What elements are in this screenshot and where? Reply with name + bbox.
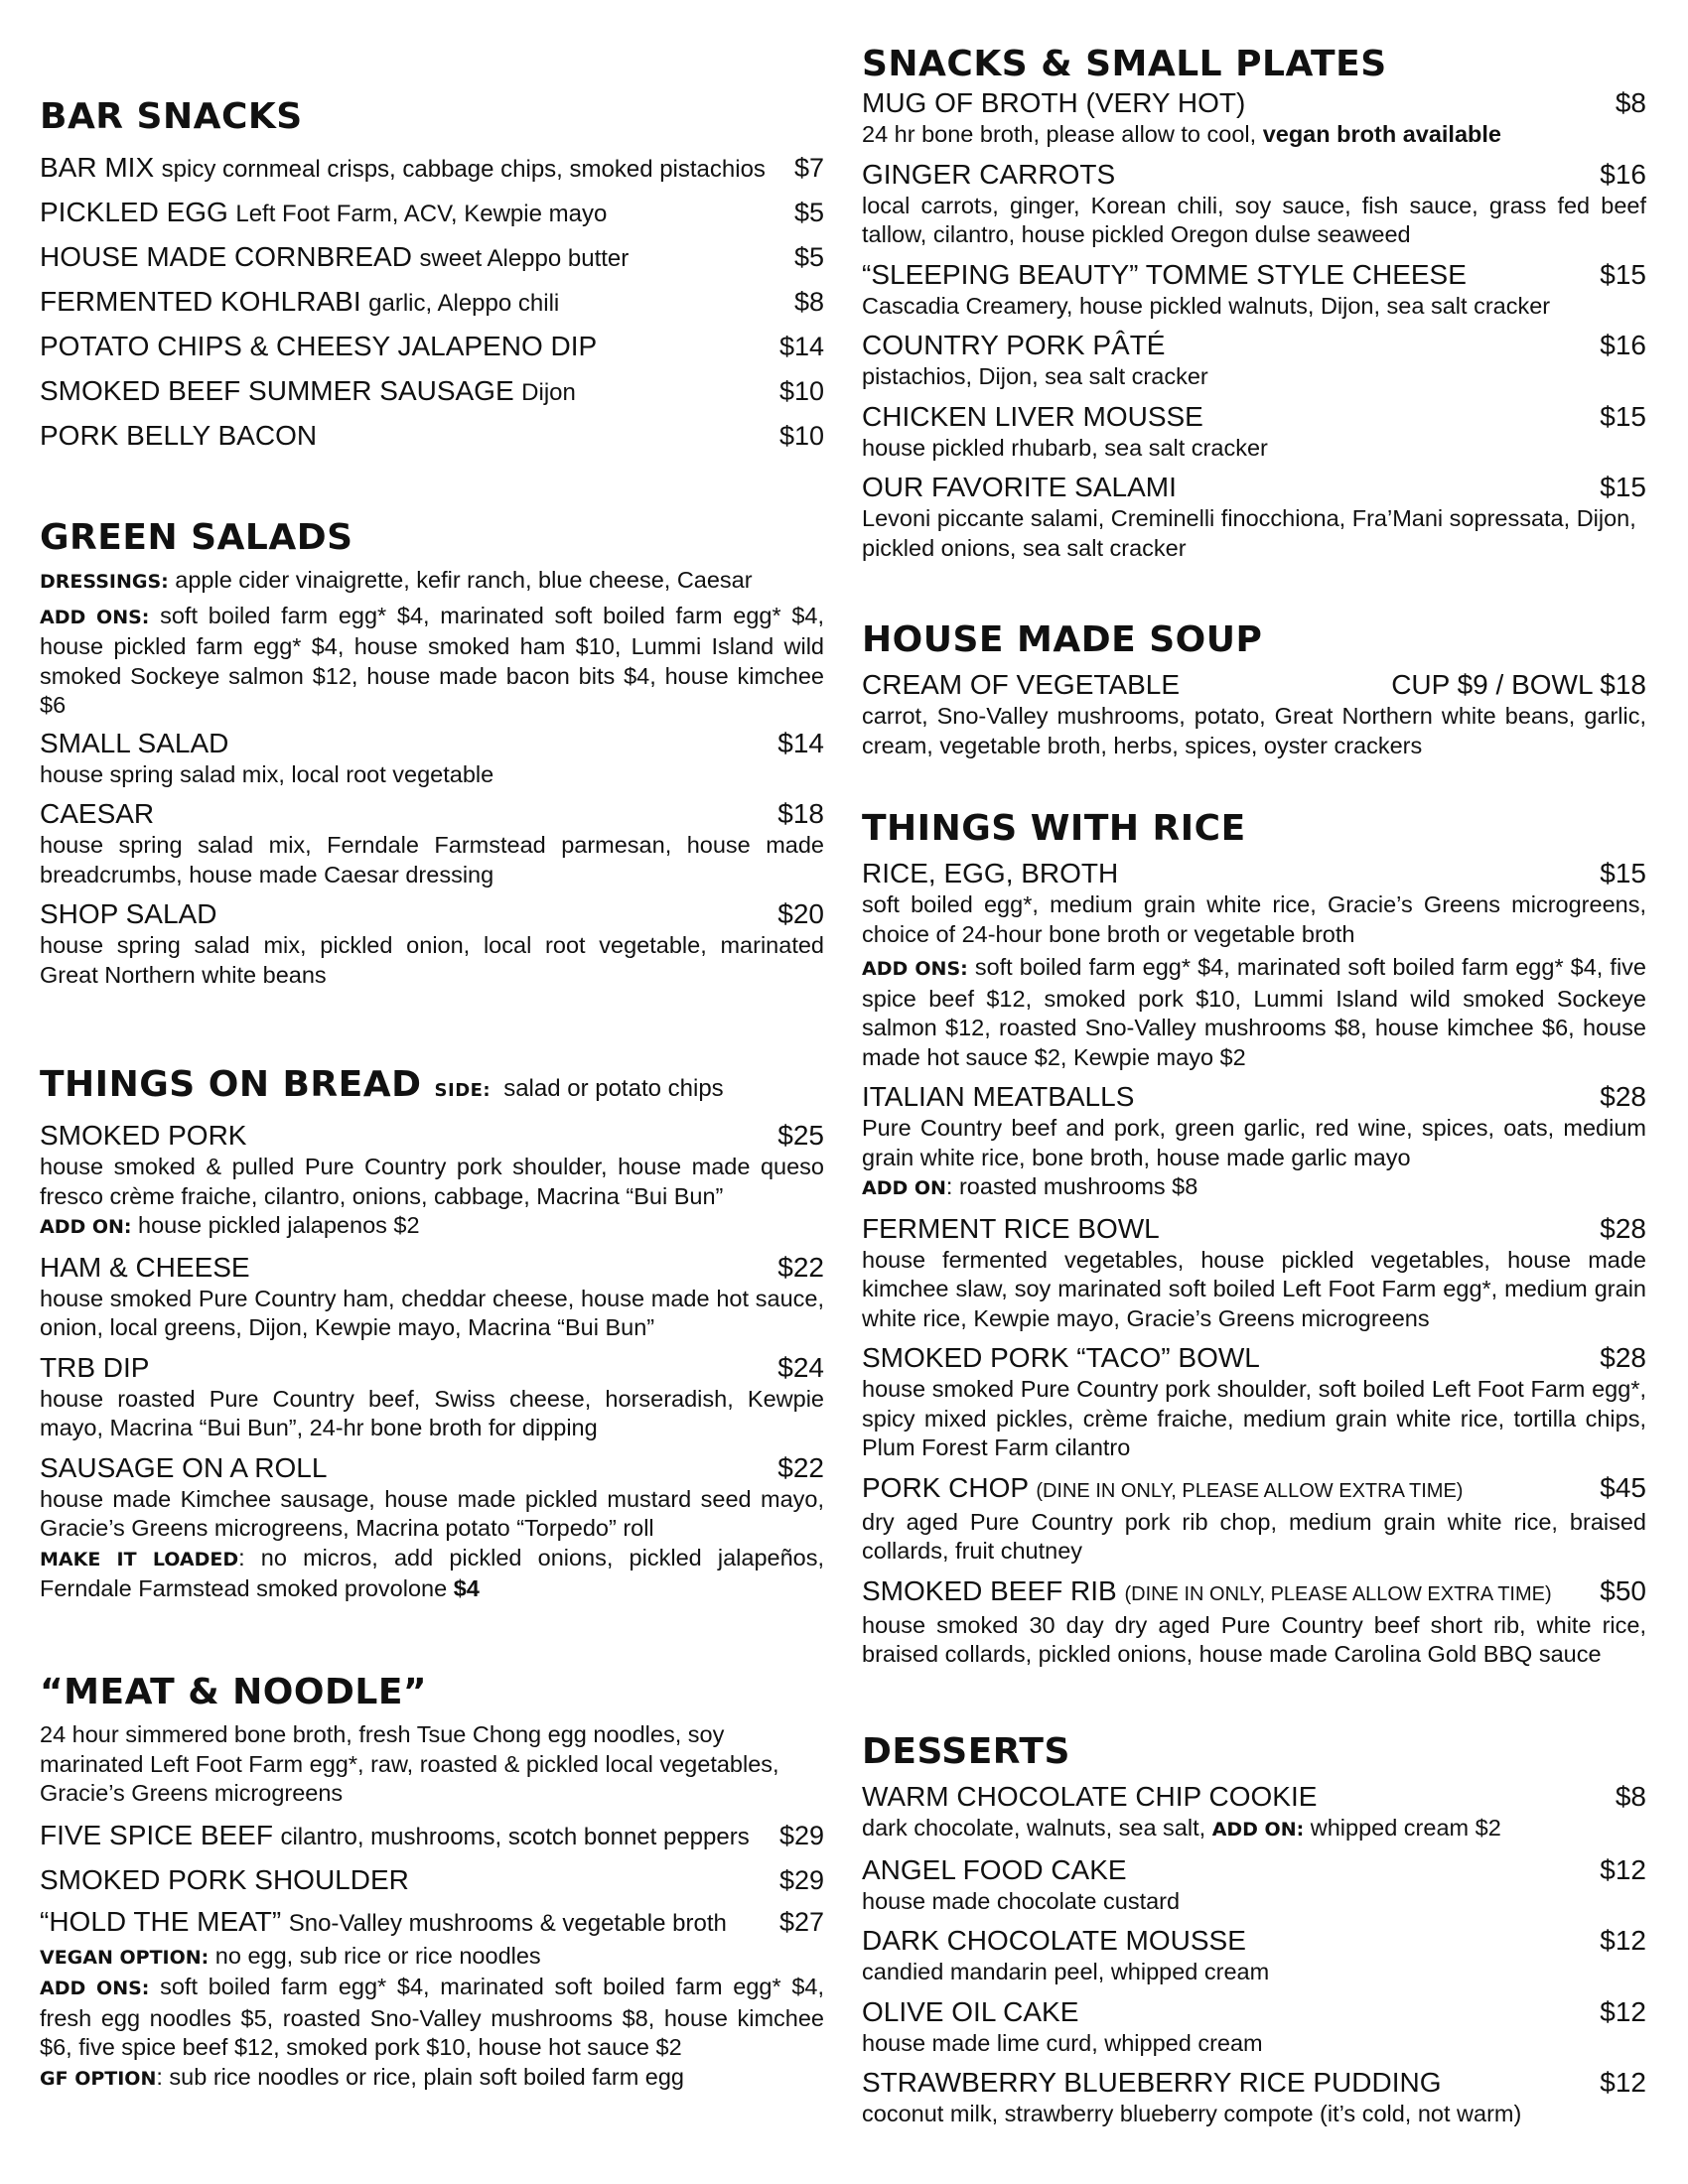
item-name: SHOP SALAD <box>40 898 217 929</box>
addon-label: ADD ON: <box>40 1216 132 1238</box>
item-note: (DINE IN ONLY, PLEASE ALLOW EXTRA TIME) <box>1036 1479 1464 1502</box>
menu-item <box>40 1902 824 1942</box>
menu-item <box>40 324 824 368</box>
item-name: “SLEEPING BEAUTY” TOMME STYLE CHEESE <box>862 258 1467 290</box>
desserts-section <box>862 1732 1646 2137</box>
item-desc: dry aged Pure Country pork rib chop, medium grain white rice, braised collards, fruit chutney <box>862 1508 1646 1564</box>
item-desc: soft boiled egg*, medium grain white rice, Gracie’s Greens microgreens, choice of 24-hour bone broth or vegetable broth <box>862 891 1646 947</box>
dressings-label: DRESSINGS: <box>40 571 169 593</box>
item-desc: house smoked 30 day dry aged Pure Country beef short rib, white rice, braised collards, pickled onions, house made Carolina Gold BBQ sauce <box>862 1611 1646 1667</box>
item-desc: house pickled rhubarb, sea salt cracker <box>862 434 1268 461</box>
item-name: TRB DIP <box>40 1351 150 1383</box>
item-price: $12 <box>1600 2067 1646 2098</box>
item-price: $16 <box>1600 158 1646 190</box>
item-price: $29 <box>778 1820 824 1850</box>
item-addon <box>40 1211 824 1243</box>
menu-item <box>862 857 1646 1072</box>
item-price: $15 <box>1600 258 1646 290</box>
item-name: MUG OF BROTH (VERY HOT) <box>862 87 1246 118</box>
bar-snacks-section <box>40 97 824 458</box>
item-name: HAM & CHEESE <box>40 1251 250 1283</box>
menu-item <box>862 1080 1646 1204</box>
menu-item <box>862 1780 1646 1845</box>
vegan-option <box>40 1942 824 1974</box>
item-desc: Cascadia Creamery, house pickled walnuts, Dijon, sea salt cracker <box>862 292 1551 319</box>
side-text: salad or potato chips <box>503 1075 724 1102</box>
menu-item <box>862 1471 1646 1567</box>
section-title: HOUSE MADE SOUP <box>862 619 1263 660</box>
item-desc: house smoked & pulled Pure Country pork shoulder, house made queso fresco crème fraiche, cilantro, onions, cabbage, Macrina “Bui Bun” <box>40 1154 824 1209</box>
menu-item <box>40 797 824 889</box>
item-price: $12 <box>1600 1995 1646 2027</box>
item-name: OLIVE OIL CAKE <box>862 1995 1079 2027</box>
menu-item <box>40 1351 824 1443</box>
menu-item <box>862 329 1646 392</box>
menu-item <box>862 258 1646 322</box>
section-intro: 24 hour simmered bone broth, fresh Tsue Chong egg noodles, soy marinated Left Foot Farm egg*, raw, roasted & pickled local vegetables, Gracie’s Greens microgreens <box>40 1721 779 1806</box>
item-name: SMOKED BEEF SUMMER SAUSAGE <box>40 375 514 406</box>
item-price: $45 <box>1600 1471 1646 1503</box>
section-title: BAR SNACKS <box>40 96 303 137</box>
item-name: SAUSAGE ON A ROLL <box>40 1451 328 1483</box>
addon-label: ADD ONS: <box>862 958 968 980</box>
menu-item <box>40 1451 824 1604</box>
vegan-text: no egg, sub rice or rice noodles <box>214 1942 541 1969</box>
menu-item <box>40 1251 824 1343</box>
menu-item <box>40 145 824 190</box>
item-name: ANGEL FOOD CAKE <box>862 1853 1127 1885</box>
section-title-text: THINGS ON BREAD <box>40 1064 422 1105</box>
gf-label: GF OPTION <box>40 2067 157 2090</box>
vegan-label: VEGAN OPTION: <box>40 1946 210 1969</box>
things-on-bread-section <box>40 1065 824 1612</box>
menu-item <box>40 1119 824 1243</box>
item-name: DARK CHOCOLATE MOUSSE <box>862 1925 1246 1956</box>
menu-item <box>40 413 824 458</box>
addon-text: whipped cream $2 <box>1310 1815 1501 1841</box>
item-name: GINGER CARROTS <box>862 158 1116 190</box>
item-name: CHICKEN LIVER MOUSSE <box>862 400 1203 432</box>
item-price: $8 <box>1615 1781 1646 1812</box>
item-desc: pistachios, Dijon, sea salt cracker <box>862 363 1208 389</box>
addons-label: ADD ONS: <box>40 606 150 628</box>
item-price: $28 <box>1600 1081 1646 1112</box>
item-name: WARM CHOCOLATE CHIP COOKIE <box>862 1781 1318 1812</box>
item-desc: house made chocolate custard <box>862 1887 1181 1914</box>
item-price: $15 <box>1600 472 1646 502</box>
item-desc: house spring salad mix, pickled onion, local root vegetable, marinated Great Northern white beans <box>40 932 824 988</box>
addon-text: : roasted mushrooms $8 <box>945 1173 1198 1199</box>
item-desc <box>862 1814 1646 1845</box>
green-salads-section <box>40 518 824 998</box>
item-name: STRAWBERRY BLUEBERRY RICE PUDDING <box>862 2067 1442 2098</box>
addon-label: ADD ON <box>862 1177 946 1199</box>
section-title: GREEN SALADS <box>40 517 353 558</box>
item-desc: coconut milk, strawberry blueberry compote (it’s cold, not warm) <box>862 2101 1522 2126</box>
side-label: SIDE: <box>434 1080 492 1101</box>
item-price: $50 <box>1600 1574 1646 1606</box>
item-price: $18 <box>777 798 824 829</box>
item-price: $10 <box>778 421 824 451</box>
menu-item <box>862 1212 1646 1334</box>
item-price: $8 <box>1615 87 1646 118</box>
item-desc: spicy cornmeal crisps, cabbage chips, smoked pistachios <box>161 156 766 183</box>
menu-item <box>40 234 824 279</box>
menu-item <box>862 158 1646 250</box>
menu-item <box>862 471 1646 563</box>
item-price: $7 <box>793 153 824 183</box>
item-desc-bold: vegan broth available <box>1262 121 1501 147</box>
meat-noodle-section <box>40 1673 824 2094</box>
item-name: POTATO CHIPS & CHEESY JALAPENO DIP <box>40 331 598 361</box>
menu-item <box>862 1341 1646 1463</box>
dressings-note <box>40 566 824 598</box>
item-desc-text: dark chocolate, walnuts, sea salt, <box>862 1815 1206 1841</box>
item-name: SMOKED PORK <box>40 1120 247 1151</box>
section-title <box>40 1065 824 1111</box>
menu-item <box>40 279 824 324</box>
item-price: $15 <box>1600 400 1646 432</box>
item-desc: Left Foot Farm, ACV, Kewpie mayo <box>235 201 608 227</box>
item-desc: house fermented vegetables, house pickled vegetables, house made kimchee slaw, soy marinated soft boiled Left Foot Farm egg*, medium grain white rice, Kewpie mayo, Gracie’s Greens microgreens <box>862 1246 1646 1331</box>
item-name: ITALIAN MEATBALLS <box>862 1081 1135 1112</box>
item-name: PICKLED EGG <box>40 197 228 227</box>
item-price: $12 <box>1600 1853 1646 1885</box>
menu-item <box>862 1853 1646 1917</box>
item-desc: house made Kimchee sausage, house made pickled mustard seed mayo, Gracie’s Greens microgreens, Macrina potato “Torpedo” roll <box>40 1485 824 1541</box>
item-price: $14 <box>778 332 824 361</box>
section-title: THINGS WITH RICE <box>862 808 1246 849</box>
item-name: SMOKED BEEF RIB <box>862 1574 1117 1606</box>
item-desc: cilantro, mushrooms, scotch bonnet peppers <box>280 1823 750 1850</box>
item-name: PORK BELLY BACON <box>40 420 318 451</box>
item-name: SMOKED PORK “TACO” BOWL <box>862 1342 1260 1373</box>
addons-text: soft boiled farm egg* $4, marinated soft boiled farm egg* $4, fresh egg noodles $5, roasted Sno-Valley mushrooms $8, house kimchee $6, five spice beef $12, smoked pork $10, house hot sauce $2 <box>40 1974 825 2060</box>
addon-text: soft boiled farm egg* $4, marinated soft boiled farm egg* $4, five spice beef $12, smoked pork $10, Lummi Island wild smoked Sockeye salmon $12, roasted Sno-Valley mushrooms $8, house kimchee $6, house made hot sauce $2, Kewpie mayo $2 <box>862 954 1646 1070</box>
item-desc: carrot, Sno-Valley mushrooms, potato, Great Northern white beans, garlic, cream, vegetable broth, herbs, spices, oyster crackers <box>862 703 1646 758</box>
item-price: CUP $9 / BOWL $18 <box>1391 669 1646 700</box>
item-desc: Sno-Valley mushrooms & vegetable broth <box>288 1909 727 1937</box>
item-desc: house roasted Pure Country beef, Swiss cheese, horseradish, Kewpie mayo, Macrina “Bui Bun”, 24-hr bone broth for dipping <box>40 1385 824 1440</box>
item-desc: local carrots, ginger, Korean chili, soy sauce, fish sauce, grass fed beef tallow, cilantro, house pickled Oregon dulse seaweed <box>862 192 1646 247</box>
addon-text: house pickled jalapenos $2 <box>138 1212 420 1238</box>
section-title: SNACKS & SMALL PLATES <box>862 44 1387 84</box>
item-price: $22 <box>777 1251 824 1283</box>
item-price: $12 <box>1600 1925 1646 1956</box>
item-desc: house spring salad mix, local root vegetable <box>40 760 494 787</box>
item-name: OUR FAVORITE SALAMI <box>862 472 1177 502</box>
addons-note <box>40 1973 824 2063</box>
item-name: COUNTRY PORK PÂTÉ <box>862 330 1166 360</box>
item-price: $24 <box>777 1351 824 1383</box>
item-desc-text: 24 hr bone broth, please allow to cool, <box>862 121 1257 147</box>
menu-item <box>862 400 1646 464</box>
item-name: CREAM OF VEGETABLE <box>862 669 1180 700</box>
gf-option <box>40 2063 824 2095</box>
item-desc: house smoked Pure Country pork shoulder, soft boiled Left Foot Farm egg*, spicy mixed pickles, crème fraiche, medium grain white rice, tortilla chips, Plum Forest Farm cilantro <box>862 1376 1646 1460</box>
item-desc: house spring salad mix, Ferndale Farmstead parmesan, house made breadcrumbs, house made Caesar dressing <box>40 832 824 887</box>
menu-item <box>862 1995 1646 2059</box>
item-price: $14 <box>777 727 824 758</box>
item-note: (DINE IN ONLY, PLEASE ALLOW EXTRA TIME) <box>1124 1582 1552 1605</box>
item-price: $15 <box>1600 858 1646 888</box>
item-desc: Levoni piccante salami, Creminelli finocchiona, Fra’Mani sopressata, Dijon, pickled onions, sea salt cracker <box>862 505 1636 561</box>
menu-item <box>862 668 1646 760</box>
item-price: $10 <box>778 376 824 406</box>
item-addon <box>862 953 1646 1072</box>
item-name: RICE, EGG, BROTH <box>862 858 1119 888</box>
item-name: FERMENTED KOHLRABI <box>40 286 361 317</box>
dressings-text: apple cider vinaigrette, kefir ranch, blue cheese, Caesar <box>175 567 753 593</box>
menu-item <box>862 1924 1646 1987</box>
menu-item <box>40 190 824 234</box>
menu-item <box>40 1813 824 1857</box>
item-price: $8 <box>793 287 824 317</box>
menu-item <box>40 727 824 790</box>
addons-text: soft boiled farm egg* $4, marinated soft boiled farm egg* $4, house pickled farm egg* $4, house smoked ham $10, Lummi Island wild smoked Sockeye salmon $12, house made bacon bits $4, house kimchee $6 <box>40 602 825 718</box>
addon-price: $4 <box>453 1575 480 1601</box>
item-desc: house smoked Pure Country ham, cheddar cheese, house made hot sauce, onion, local greens, Dijon, Kewpie mayo, Macrina “Bui Bun” <box>40 1285 824 1340</box>
item-name: FERMENT RICE BOWL <box>862 1212 1160 1244</box>
item-name: BAR MIX <box>40 152 155 183</box>
item-price: $28 <box>1600 1212 1646 1244</box>
item-desc: garlic, Aleppo chili <box>368 290 560 317</box>
addons-note <box>40 602 824 721</box>
item-name: FIVE SPICE BEEF <box>40 1819 273 1850</box>
addon-label: ADD ON: <box>1211 1819 1305 1841</box>
item-price: $25 <box>777 1120 824 1151</box>
item-desc: Pure Country beef and pork, green garlic, red wine, spices, oats, medium grain white rice, bone broth, house made garlic mayo <box>862 1115 1646 1170</box>
item-price: $27 <box>778 1906 824 1937</box>
menu-item <box>862 2066 1646 2129</box>
menu-item <box>40 368 824 413</box>
addon-label: MAKE IT LOADED <box>40 1548 239 1570</box>
menu-item <box>862 86 1646 150</box>
addon-text: : no micros, add pickled onions, pickled jalapeños, Ferndale Farmstead smoked provolone <box>40 1544 824 1601</box>
item-price: $22 <box>777 1451 824 1483</box>
item-name: CAESAR <box>40 798 155 829</box>
item-addon <box>862 1172 1646 1204</box>
item-name: SMALL SALAD <box>40 727 229 758</box>
things-with-rice-section <box>862 809 1646 1678</box>
item-desc: candied mandarin peel, whipped cream <box>862 1959 1270 1984</box>
item-price: $5 <box>793 242 824 272</box>
item-desc: sweet Aleppo butter <box>419 245 630 272</box>
addons-label: ADD ONS: <box>40 1978 150 1999</box>
item-price: $16 <box>1600 330 1646 360</box>
section-title: “MEAT & NOODLE” <box>40 1672 428 1712</box>
item-name: PORK CHOP <box>862 1471 1029 1503</box>
item-name: “HOLD THE MEAT” <box>40 1905 282 1937</box>
house-soup-section <box>862 620 1646 768</box>
menu-item <box>40 897 824 990</box>
section-title: DESSERTS <box>862 1731 1070 1772</box>
item-name: SMOKED PORK SHOULDER <box>40 1863 409 1895</box>
snacks-small-plates-section <box>862 45 1646 571</box>
gf-text: : sub rice noodles or rice, plain soft boiled farm egg <box>156 2063 685 2090</box>
item-addon <box>40 1544 824 1604</box>
item-price: $20 <box>777 898 824 929</box>
menu-item <box>862 1574 1646 1670</box>
item-desc <box>862 120 1646 150</box>
item-price: $29 <box>778 1864 824 1895</box>
item-price: $28 <box>1600 1342 1646 1373</box>
item-name: HOUSE MADE CORNBREAD <box>40 241 412 272</box>
item-desc: house made lime curd, whipped cream <box>862 2029 1263 2056</box>
item-price: $5 <box>793 198 824 227</box>
item-desc: Dijon <box>521 379 576 406</box>
menu-item <box>40 1857 824 1902</box>
